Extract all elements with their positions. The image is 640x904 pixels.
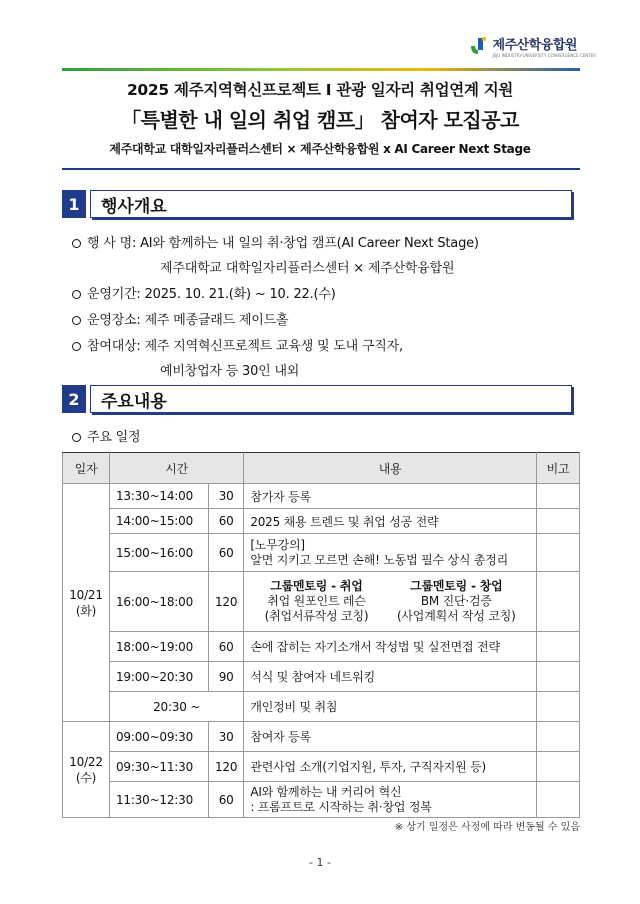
note-cell xyxy=(537,692,580,722)
overview-item-target xyxy=(72,335,403,354)
time-cell: 18:00~19:00 xyxy=(110,632,209,662)
circle-bullet-icon xyxy=(72,239,81,248)
mentoring-line: (사업계획서 작성 코칭) xyxy=(396,609,516,623)
minutes-cell: 120 xyxy=(209,572,244,632)
col-header-note: 비고 xyxy=(537,453,580,484)
note-cell xyxy=(537,722,580,752)
content-cell: 개인정비 및 취침 xyxy=(244,692,537,722)
title-divider xyxy=(62,168,580,170)
col-header-date: 일자 xyxy=(63,453,110,484)
logo-mark-icon xyxy=(469,36,487,56)
table-row xyxy=(63,572,580,632)
content-line: 알면 지키고 모르면 손해! 노동법 필수 상식 총정리 xyxy=(250,552,509,567)
table-row xyxy=(63,509,580,534)
note-cell xyxy=(537,662,580,692)
minutes-cell: 30 xyxy=(209,484,244,509)
table-row xyxy=(63,692,580,722)
minutes-cell: 30 xyxy=(209,722,244,752)
minutes-cell: 60 xyxy=(209,782,244,818)
top-divider xyxy=(62,68,580,71)
item-value: AI와 함께하는 내 일의 취·창업 캠프(AI Career Next Stage) xyxy=(140,236,479,251)
content-cell: 손에 잡히는 자기소개서 작성법 및 실전면접 전략 xyxy=(244,632,537,662)
time-cell: 16:00~18:00 xyxy=(110,572,209,632)
page-title: 「특별한 내 일의 취업 캠프」 참여자 모집공고 xyxy=(121,108,519,132)
weekday-text: (수) xyxy=(75,770,97,785)
time-cell: 19:00~20:30 xyxy=(110,662,209,692)
item-value: 제주 메종글래드 제이드홀 xyxy=(144,313,289,328)
content-cell: 관련사업 소개(기업지원, 투자, 구직자지원 등) xyxy=(244,752,537,782)
note-cell xyxy=(537,752,580,782)
overview-item-venue xyxy=(72,309,288,328)
note-cell xyxy=(537,572,580,632)
minutes-cell: 60 xyxy=(209,509,244,534)
table-row xyxy=(63,632,580,662)
item-value: 2025. 10. 21.(화) ~ 10. 22.(수) xyxy=(144,287,336,302)
section2-number: 2 xyxy=(62,385,86,413)
page-number: - 1 - xyxy=(309,856,331,869)
section2-header xyxy=(62,385,572,413)
date-text: 10/22 xyxy=(69,754,103,769)
section2-title: 주요내용 xyxy=(90,385,572,413)
mentoring-line: (취업서류작성 코칭) xyxy=(264,609,369,623)
content-cell: 참가자 등록 xyxy=(244,484,537,509)
note-cell xyxy=(537,782,580,818)
content-cell xyxy=(244,572,537,632)
minutes-cell: 60 xyxy=(209,632,244,662)
logo-name: 제주산학융합원 xyxy=(492,38,577,53)
note-cell xyxy=(537,509,580,534)
content-cell xyxy=(244,534,537,572)
table-row xyxy=(63,662,580,692)
mentoring-career xyxy=(265,579,369,624)
time-cell: 11:30~12:30 xyxy=(110,782,209,818)
circle-bullet-icon xyxy=(72,433,81,442)
item-label: 운영장소: xyxy=(87,313,141,328)
logo xyxy=(469,34,596,58)
time-cell: 09:30~11:30 xyxy=(110,752,209,782)
content-cell xyxy=(244,782,537,818)
logo-subtitle: JEJU INDUSTRY-UNIVERSITY CONVERGENCE CENTER xyxy=(492,53,596,58)
mentoring-title: 그룹멘토링 - 창업 xyxy=(410,579,503,593)
item-value: 제주 지역혁신프로젝트 교육생 및 도내 구직자, xyxy=(144,339,403,354)
col-header-content: 내용 xyxy=(244,453,537,484)
table-row xyxy=(63,752,580,782)
circle-bullet-icon xyxy=(72,290,81,299)
content-line: : 프롬프트로 시작하는 취·창업 정복 xyxy=(250,799,432,814)
date-text: 10/21 xyxy=(69,587,103,602)
mentoring-line: 취업 원포인트 레슨 xyxy=(267,594,366,608)
title-line1: 2025 제주지역혁신프로젝트 Ⅰ 관광 일자리 취업연계 지원 xyxy=(126,81,514,99)
item-label: 참여대상: xyxy=(87,339,141,354)
date-cell-day2 xyxy=(63,722,110,818)
minutes-cell: 60 xyxy=(209,534,244,572)
content-line: AI와 함께하는 내 커리어 혁신 xyxy=(250,784,402,799)
note-cell xyxy=(537,484,580,509)
content-line: [노무강의] xyxy=(250,537,305,552)
item-value-cont: 제주대학교 대학일자리플러스센터 × 제주산학융합원 xyxy=(160,261,455,276)
weekday-text: (화) xyxy=(75,603,97,618)
overview-item-name xyxy=(72,232,479,251)
subtitle: 제주대학교 대학일자리플러스센터 × 제주산학융합원 ⅹ AI Career Next Stage xyxy=(109,142,531,156)
content-cell: 석식 및 참여자 네트워킹 xyxy=(244,662,537,692)
circle-bullet-icon xyxy=(72,342,81,351)
mentoring-title: 그룹멘토링 - 취업 xyxy=(270,579,363,593)
content-cell: 2025 채용 트렌드 및 취업 성공 전략 xyxy=(244,509,537,534)
time-cell: 09:00~09:30 xyxy=(110,722,209,752)
item-label: 운영기간: xyxy=(87,287,141,302)
time-cell: 13:30~14:00 xyxy=(110,484,209,509)
overview-item-period xyxy=(72,283,336,302)
table-row xyxy=(63,722,580,752)
col-header-time: 시간 xyxy=(110,453,244,484)
schedule-subtitle: 주요 일정 xyxy=(87,430,141,445)
note-cell xyxy=(537,534,580,572)
time-cell: 20:30 ~ xyxy=(110,692,244,722)
mentoring-startup xyxy=(397,579,516,624)
circle-bullet-icon xyxy=(72,316,81,325)
schedule-table xyxy=(62,452,580,818)
table-row xyxy=(63,782,580,818)
item-label: 행 사 명: xyxy=(87,236,137,251)
table-row xyxy=(63,484,580,509)
minutes-cell: 120 xyxy=(209,752,244,782)
item-value-cont: 예비창업자 등 30인 내외 xyxy=(160,364,300,379)
minutes-cell: 90 xyxy=(209,662,244,692)
note-cell xyxy=(537,632,580,662)
schedule-note: ※ 상기 일정은 사정에 따라 변동될 수 있음 xyxy=(394,822,580,833)
table-row xyxy=(63,534,580,572)
table-header-row xyxy=(63,453,580,484)
time-cell: 15:00~16:00 xyxy=(110,534,209,572)
section1-header xyxy=(62,190,572,218)
time-cell: 14:00~15:00 xyxy=(110,509,209,534)
date-cell-day1 xyxy=(63,484,110,722)
content-cell: 참여자 등록 xyxy=(244,722,537,752)
section1-number: 1 xyxy=(62,190,86,218)
section1-title: 행사개요 xyxy=(90,190,572,218)
mentoring-line: BM 진단·검증 xyxy=(420,594,492,608)
